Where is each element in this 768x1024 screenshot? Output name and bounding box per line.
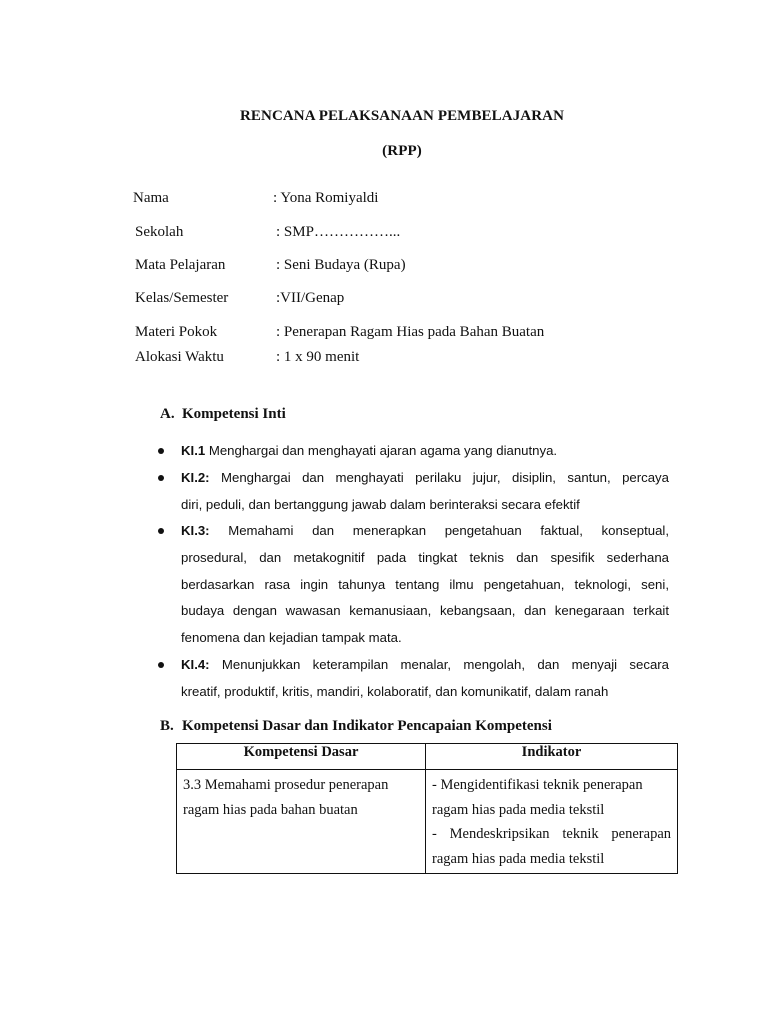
identity-value-sekolah: : SMP……………... [276,224,401,240]
table-header-row [177,744,678,770]
bullet-icon [158,662,164,668]
kompetensi-table [176,743,678,874]
section-a-heading [160,406,286,423]
identity-value-materi: : Penerapan Ragam Hias pada Bahan Buatan [276,324,545,340]
ki-3-line-3: berdasarkan rasa ingin tahunya tentang ilmu pengetahuan, teknologi, seni, [181,576,669,592]
identity-label-nama: Nama [133,190,169,206]
ki-2-line-2: diri, peduli, dan bertanggung jawab dalam berinteraksi secara efektif [181,496,580,512]
ki-3-line-4: budaya dengan wawasan kemanusiaan, kebangsaan, dan kenegaraan terkait [181,603,669,619]
ki-3-code: KI.3: [181,523,210,538]
section-b-letter: B. [160,718,174,734]
table-cell-kd [177,770,426,874]
document-subtitle: (RPP) [382,143,422,159]
identity-value-kelas: :VII/Genap [276,290,345,306]
indikator-line-2: ragam hias pada media tekstil [432,801,605,818]
ki-4-line-2: kreatif, produktif, kritis, mandiri, kolaboratif, dan komunikatif, dalam ranah [181,683,609,699]
ki-4-code: KI.4: [181,657,210,672]
bullet-icon [158,528,164,534]
ki-1-text: Menghargai dan menghayati ajaran agama yang dianutnya. [205,443,558,458]
ki-2-line-1 [181,465,669,492]
identity-label-alokasi: Alokasi Waktu [135,349,224,365]
bullet-icon [158,448,164,454]
section-a-letter: A. [160,406,175,422]
identity-label-sekolah: Sekolah [135,224,184,240]
indikator-line-1: - Mengidentifikasi teknik penerapan [432,777,643,793]
identity-label-mapel: Mata Pelajaran [135,257,226,273]
bullet-icon [158,475,164,481]
ki-item-3 [181,518,669,652]
ki-1-code: KI.1 [181,443,206,458]
identity-value-alokasi: : 1 x 90 menit [276,349,360,365]
section-b-heading [160,718,552,735]
table-cell-indikator [426,770,678,874]
ki-item-1 [181,438,669,465]
kd-line-2: ragam hias pada bahan buatan [183,801,358,818]
identity-value-nama: : Yona Romiyaldi [273,190,379,206]
ki-item-4 [181,652,669,706]
section-a-title: Kompetensi Inti [182,406,286,422]
kd-line-1: 3.3 Memahami prosedur penerapan [183,777,389,793]
ki-item-2 [181,465,669,519]
ki-4-text: Menunjukkan keterampilan menalar, mengolah, dan menyaji secara [209,657,669,672]
table-header-kd: Kompetensi Dasar [177,744,426,770]
ki-3-line-5: fenomena dan kejadian tampak mata. [181,630,402,646]
document-title: RENCANA PELAKSANAAN PEMBELAJARAN [239,108,565,124]
ki-3-line-2: prosedural, dan metakognitif pada tingkat teknis dan spesifik sederhana [181,549,669,565]
table-header-indikator: Indikator [426,744,678,770]
identity-label-materi: Materi Pokok [135,324,218,340]
ki-1-line-1 [181,438,669,465]
table-row [177,770,678,874]
indikator-line-4: ragam hias pada media tekstil [432,850,605,867]
ki-3-line-1 [181,518,669,545]
ki-4-line-1 [181,652,669,679]
ki-2-code: KI.2: [181,470,210,485]
indikator-line-3: - Mendeskripsikan teknik penerapan [432,826,671,842]
identity-label-kelas: Kelas/Semester [135,290,229,306]
ki-3-text: Memahami dan menerapkan pengetahuan faktual, konseptual, [209,523,669,538]
section-b-title: Kompetensi Dasar dan Indikator Pencapaian Kompetensi [182,718,552,734]
identity-value-mapel: : Seni Budaya (Rupa) [276,257,406,273]
ki-2-text: Menghargai dan menghayati perilaku jujur, disiplin, santun, percaya [209,470,669,485]
